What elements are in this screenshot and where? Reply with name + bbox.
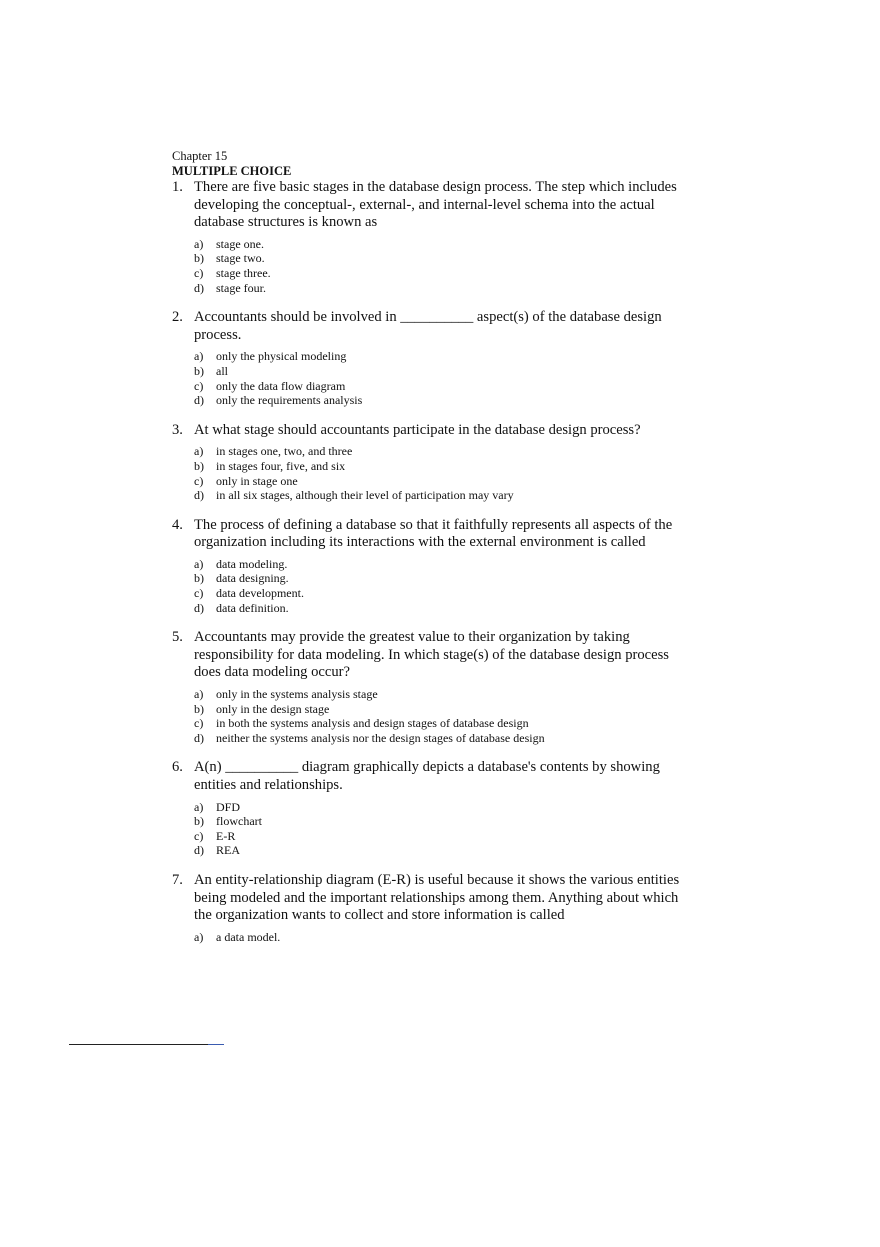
choice-text: data definition. bbox=[216, 600, 289, 615]
answer-choice bbox=[194, 687, 712, 702]
question-text: There are five basic stages in the database design process. The step which includes developing the conceptual-, external-, and internal-level schema into the actual database structures is known as bbox=[194, 179, 677, 231]
choice-text: stage three. bbox=[216, 265, 271, 280]
footnote-separator bbox=[69, 1044, 224, 1045]
choice-letter: a) bbox=[194, 799, 204, 814]
question-item bbox=[172, 179, 712, 295]
choice-text: data development. bbox=[216, 586, 304, 601]
answer-choices bbox=[194, 800, 712, 858]
answer-choice bbox=[194, 716, 712, 731]
choice-text: all bbox=[216, 363, 228, 378]
choice-letter: d) bbox=[194, 393, 204, 408]
choice-text: only in stage one bbox=[216, 473, 298, 488]
answer-choice bbox=[194, 251, 712, 266]
choice-text: data designing. bbox=[216, 571, 289, 586]
choice-letter: c) bbox=[194, 378, 204, 393]
answer-choice bbox=[194, 557, 712, 572]
question-item bbox=[172, 629, 712, 745]
question-item bbox=[172, 759, 712, 858]
choice-text: neither the systems analysis nor the design stages of database design bbox=[216, 730, 545, 745]
question-number: 4. bbox=[172, 516, 183, 533]
question-number: 6. bbox=[172, 759, 183, 776]
choice-letter: c) bbox=[194, 265, 204, 280]
answer-choice bbox=[194, 800, 712, 815]
answer-choice bbox=[194, 601, 712, 616]
choice-letter: c) bbox=[194, 828, 204, 843]
answer-choice bbox=[194, 379, 712, 394]
question-number: 7. bbox=[172, 871, 183, 888]
question-number: 2. bbox=[172, 309, 183, 326]
answer-choice bbox=[194, 364, 712, 379]
question-item bbox=[172, 309, 712, 408]
choice-letter: d) bbox=[194, 843, 204, 858]
answer-choice bbox=[194, 237, 712, 252]
answer-choice bbox=[194, 444, 712, 459]
answer-choice bbox=[194, 393, 712, 408]
footnote-separator-tail bbox=[208, 1044, 224, 1045]
question-item bbox=[172, 517, 712, 616]
choice-text: only the requirements analysis bbox=[216, 393, 363, 408]
choice-letter: b) bbox=[194, 363, 204, 378]
choice-text: only the physical modeling bbox=[216, 349, 347, 364]
choice-letter: a) bbox=[194, 687, 204, 702]
answer-choice bbox=[194, 702, 712, 717]
answer-choices bbox=[194, 557, 712, 615]
choice-text: stage two. bbox=[216, 251, 265, 266]
question-item bbox=[172, 872, 712, 944]
question-stem bbox=[172, 629, 712, 682]
chapter-label: Chapter 15 bbox=[172, 149, 228, 163]
question-text: An entity-relationship diagram (E-R) is useful because it shows the various entities being modeled and the important relationships among them. Anything about which the organization wants to collect and store information is called bbox=[194, 871, 680, 924]
section-heading: MULTIPLE CHOICE bbox=[172, 164, 292, 178]
choice-letter: a) bbox=[194, 556, 204, 571]
answer-choice bbox=[194, 459, 712, 474]
choice-text: REA bbox=[216, 843, 240, 858]
question-item bbox=[172, 422, 712, 503]
choice-text: flowchart bbox=[216, 814, 262, 829]
choice-letter: b) bbox=[194, 251, 204, 266]
answer-choice bbox=[194, 474, 712, 489]
question-stem bbox=[172, 422, 712, 440]
choice-letter: c) bbox=[194, 586, 204, 601]
answer-choices bbox=[194, 444, 712, 502]
choice-letter: d) bbox=[194, 600, 204, 615]
choice-letter: a) bbox=[194, 349, 204, 364]
choice-text: in stages four, five, and six bbox=[216, 458, 346, 473]
question-text: Accountants should be involved in __________ aspect(s) of the database design process. bbox=[194, 309, 662, 343]
answer-choice bbox=[194, 829, 712, 844]
answer-choices bbox=[194, 687, 712, 745]
answer-choice bbox=[194, 843, 712, 858]
choice-letter: b) bbox=[194, 701, 204, 716]
choice-letter: c) bbox=[194, 716, 204, 731]
answer-choice bbox=[194, 266, 712, 281]
answer-choices bbox=[194, 930, 712, 945]
answer-choice bbox=[194, 731, 712, 746]
choice-letter: d) bbox=[194, 488, 204, 503]
choice-letter: b) bbox=[194, 458, 204, 473]
answer-choice bbox=[194, 571, 712, 586]
question-text: A(n) __________ diagram graphically depicts a database's contents by showing entities and relationships. bbox=[194, 759, 660, 793]
choice-text: DFD bbox=[216, 799, 241, 814]
question-stem bbox=[172, 517, 712, 552]
choice-text: in both the systems analysis and design stages of database design bbox=[216, 716, 529, 731]
choice-letter: d) bbox=[194, 280, 204, 295]
question-number: 5. bbox=[172, 629, 183, 646]
choice-letter: d) bbox=[194, 730, 204, 745]
answer-choice bbox=[194, 488, 712, 503]
choice-text: data modeling. bbox=[216, 556, 288, 571]
choice-text: E-R bbox=[216, 828, 236, 843]
choice-text: a data model. bbox=[216, 929, 281, 944]
answer-choices bbox=[194, 237, 712, 295]
choice-text: stage one. bbox=[216, 236, 264, 251]
answer-choices bbox=[194, 349, 712, 407]
question-list bbox=[172, 179, 712, 944]
choice-text: in stages one, two, and three bbox=[216, 444, 353, 459]
choice-text: only in the design stage bbox=[216, 701, 330, 716]
choice-text: only the data flow diagram bbox=[216, 378, 346, 393]
answer-choice bbox=[194, 281, 712, 296]
question-stem bbox=[172, 759, 712, 794]
question-stem bbox=[172, 179, 712, 232]
question-stem bbox=[172, 309, 712, 344]
choice-text: only in the systems analysis stage bbox=[216, 687, 378, 702]
choice-letter: b) bbox=[194, 571, 204, 586]
choice-letter: a) bbox=[194, 444, 204, 459]
answer-choice bbox=[194, 349, 712, 364]
choice-letter: a) bbox=[194, 236, 204, 251]
question-stem bbox=[172, 872, 712, 925]
choice-text: in all six stages, although their level of participation may vary bbox=[216, 488, 514, 503]
question-text: Accountants may provide the greatest value to their organization by taking responsibility for data modeling. In which stage(s) of the database design process does data modeling occur? bbox=[194, 629, 669, 681]
answer-choice bbox=[194, 586, 712, 601]
answer-choice bbox=[194, 814, 712, 829]
question-text: The process of defining a database so that it faithfully represents all aspects of the organization including its interactions with the external environment is called bbox=[194, 516, 673, 551]
choice-letter: c) bbox=[194, 473, 204, 488]
question-text: At what stage should accountants participate in the database design process? bbox=[194, 421, 641, 438]
question-number: 1. bbox=[172, 179, 183, 195]
page-content bbox=[172, 149, 712, 958]
choice-letter: a) bbox=[194, 929, 204, 944]
answer-choice bbox=[194, 930, 712, 945]
question-number: 3. bbox=[172, 421, 183, 438]
choice-letter: b) bbox=[194, 814, 204, 829]
choice-text: stage four. bbox=[216, 280, 266, 295]
